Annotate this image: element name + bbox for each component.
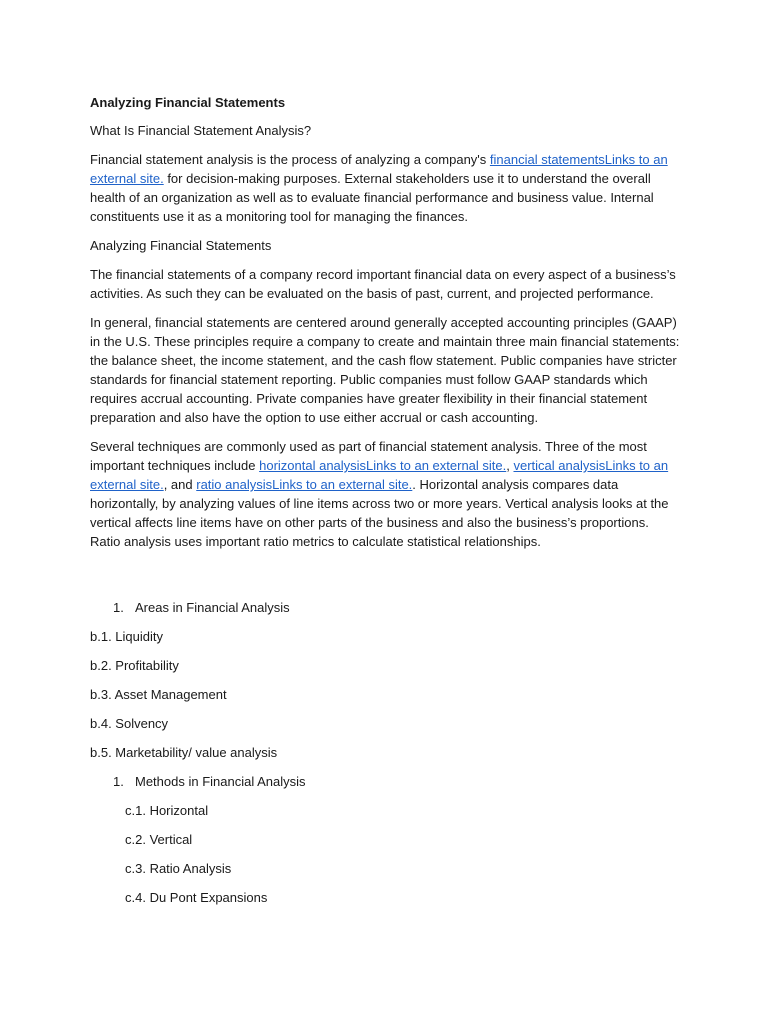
paragraph-definition: [90, 150, 680, 226]
text-run: , and: [163, 477, 197, 492]
list-item: c.1. Horizontal: [125, 803, 209, 818]
ratio-analysis-link[interactable]: ratio analysisLinks to an external site.: [196, 477, 413, 492]
methods-heading: [90, 772, 680, 791]
list-item: b.4. Solvency: [90, 716, 169, 731]
subheading: Analyzing Financial Statements: [90, 238, 272, 253]
list-item: b.5. Marketability/ value analysis: [90, 745, 278, 760]
list-item: b.1. Liquidity: [90, 629, 163, 644]
areas-heading: [90, 598, 680, 617]
paragraph-techniques: [90, 437, 680, 551]
horizontal-analysis-link[interactable]: horizontal analysisLinks to an external site.: [259, 458, 507, 473]
text-run: for decision-making purposes. External stakeholders use it to understand the overall health of an organization as well as to evaluate financial performance and business value. Internal constituents use it as a monitoring tool for managing the finances.: [90, 171, 654, 224]
list-number: 1.: [113, 600, 124, 615]
vertical-analysis-link[interactable]: vertical analysisLinks to an external site.: [90, 458, 669, 492]
paragraph-records: The financial statements of a company record important financial data on every aspect of a business’s activities. As such they can be evaluated on the basis of past, current, and projected performance.: [90, 267, 676, 301]
text-run: Several techniques are commonly used as part of financial statement analysis. Three of the most important techniques include: [90, 439, 647, 473]
list-item: c.4. Du Pont Expansions: [125, 890, 268, 905]
document-title: Analyzing Financial Statements: [90, 95, 286, 110]
paragraph-gaap: In general, financial statements are centered around generally accepted accounting principles (GAAP) in the U.S. These principles require a company to create and maintain three main financial statements: the balance sheet, the income statement, and the cash flow statement. Public companies have stricter standards for financial statement reporting. Public companies must follow GAAP standards which requires accrual accounting. Private companies have greater flexibility in their financial statement preparation and also have the option to use either accrual or cash accounting.: [90, 315, 680, 425]
question-heading: What Is Financial Statement Analysis?: [90, 123, 312, 138]
list-number: 1.: [113, 774, 124, 789]
list-item: b.2. Profitability: [90, 658, 179, 673]
list-item: c.2. Vertical: [125, 832, 193, 847]
financial-statements-link[interactable]: financial statementsLinks to an external site.: [90, 152, 668, 186]
areas-heading-label: Areas in Financial Analysis: [135, 600, 290, 615]
methods-heading-label: Methods in Financial Analysis: [135, 774, 306, 789]
list-item: c.3. Ratio Analysis: [125, 861, 232, 876]
list-item: b.3. Asset Management: [90, 687, 227, 702]
text-run: ,: [506, 458, 514, 473]
text-run: . Horizontal analysis compares data horizontally, by analyzing values of line items across two or more years. Vertical analysis looks at the vertical affects line items have on other parts of the business and also the business’s proportions. Ratio analysis uses important ratio metrics to calculate statistical relationships.: [90, 477, 669, 549]
spacer: [90, 561, 680, 598]
text-run: Financial statement analysis is the process of analyzing a company's: [90, 152, 490, 167]
